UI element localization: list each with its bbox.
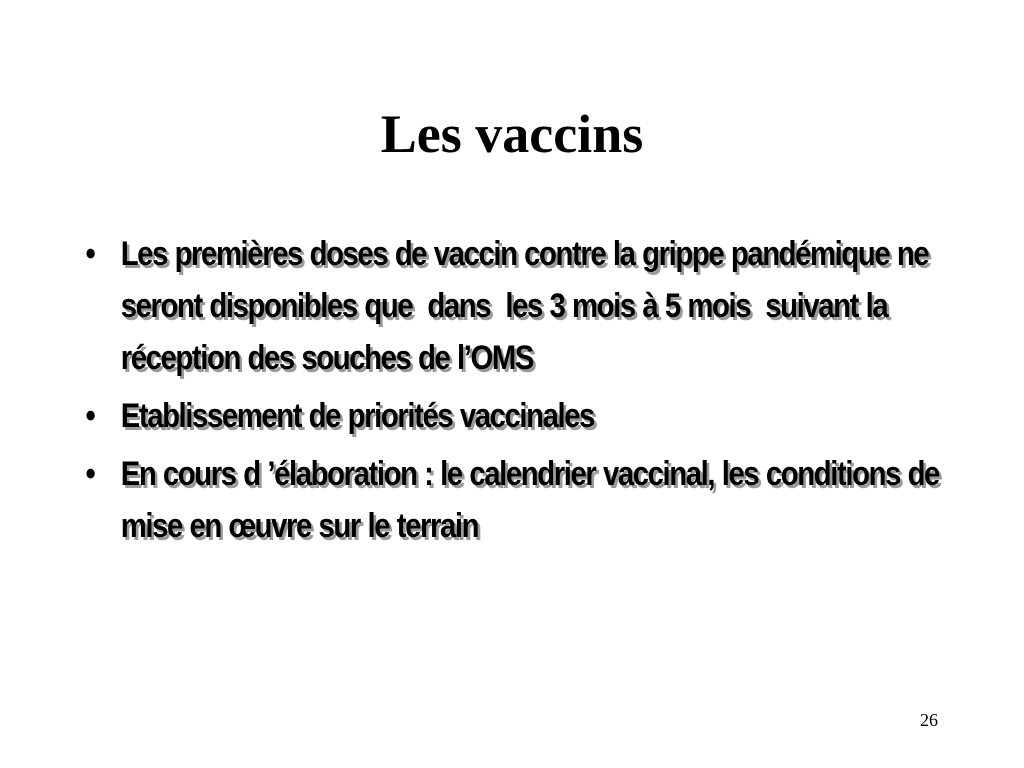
bullet-list (82, 228, 947, 558)
bullet-item (82, 448, 972, 552)
page-number: 26 (920, 710, 938, 730)
bullet-item (82, 228, 972, 384)
slide-title: Les vaccins (380, 104, 644, 164)
bullet-marker: • (85, 455, 95, 493)
bullet-text: Etablissement de priorités vaccinales (120, 397, 595, 435)
bullet-text: Les premières doses de vaccin contre la grippe pandémique ne seront disponibles que dans les 3 mois à 5 mois suivant la réception des souches de l’OMS (120, 235, 936, 377)
bullet-marker: • (85, 397, 95, 435)
bullet-text: En cours d ’élaboration : le calendrier vaccinal, les conditions de mise en œuvre sur le terrain (120, 455, 947, 545)
bullet-item (82, 390, 972, 442)
bullet-marker: • (85, 235, 95, 273)
